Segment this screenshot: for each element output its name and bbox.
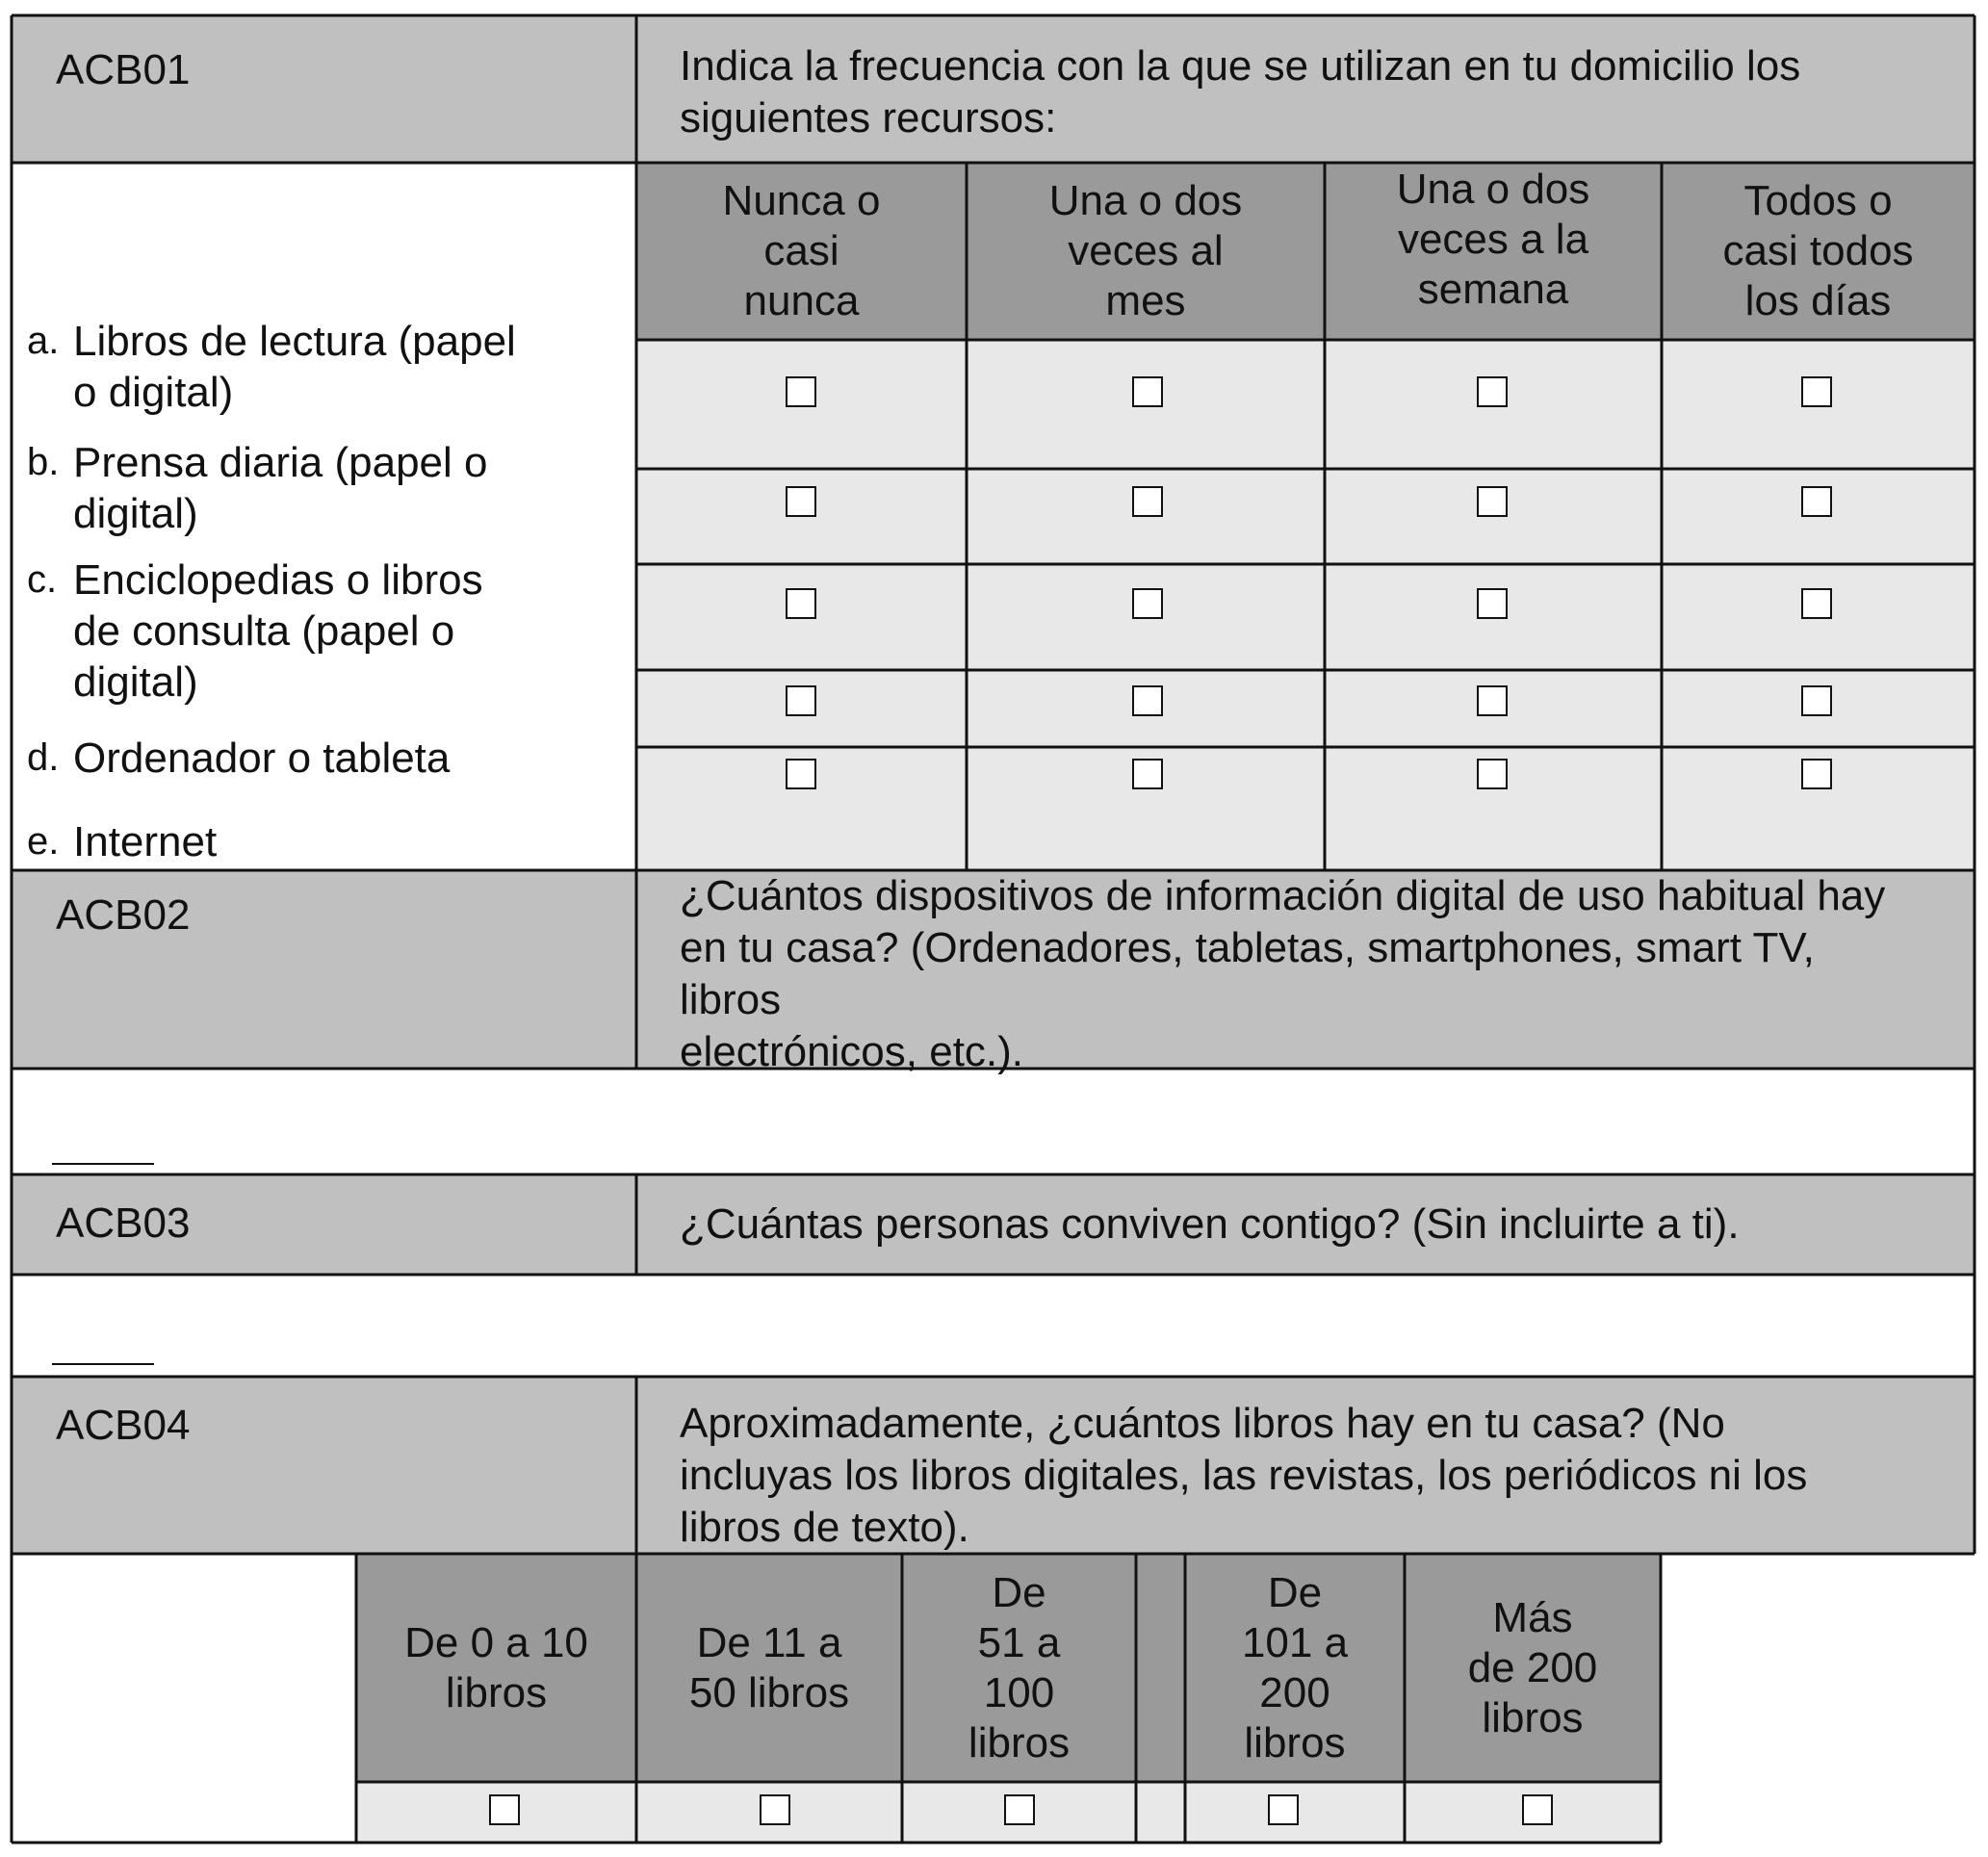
item-text: Libros de lectura (papel o digital) — [73, 318, 516, 416]
acb01-col-daily: Todos o casi todos los días — [1662, 163, 1975, 340]
item-letter: e. — [27, 820, 60, 863]
acb01-col-never: Nunca o casi nunca — [636, 163, 967, 340]
acb02-question: ¿Cuántos dispositivos de información digital de uso habitual hay en tu casa? (Ordenadores, tabletas, smartphones, smart TV, libros electrónicos, etc.). — [636, 870, 1975, 1069]
acb01-question: Indica la frecuencia con la que se utilizan en tu domicilio los siguientes recursos: — [636, 15, 1975, 163]
item-text: Internet — [73, 818, 218, 865]
acb03-question: ¿Cuántas personas conviven contigo? (Sin incluirte a ti). — [636, 1174, 1975, 1275]
item-letter: c. — [27, 558, 58, 601]
acb02-code: ACB02 — [12, 870, 636, 1069]
item-text: Prensa diaria (papel o digital) — [73, 439, 488, 537]
acb04-option-51-100: De 51 a 100 libros — [902, 1554, 1136, 1782]
acb04-option-101-200: De 101 a 200 libros — [1185, 1554, 1405, 1782]
item-text: Ordenador o tableta — [73, 735, 451, 782]
acb04-question: Aproximadamente, ¿cuántos libros hay en tu casa? (No incluyas los libros digitales, las revistas, los periódicos ni los libros de texto). — [636, 1377, 1975, 1554]
acb01-col-monthly: Una o dos veces al mes — [967, 163, 1325, 340]
acb03-code: ACB03 — [12, 1174, 636, 1275]
acb04-code: ACB04 — [12, 1377, 636, 1554]
item-letter: d. — [27, 736, 60, 779]
item-text: Enciclopedias o libros de consulta (papel o digital) — [73, 556, 483, 706]
acb01-col-weekly: Una o dos veces a la semana — [1325, 163, 1662, 340]
item-letter: a. — [27, 320, 60, 362]
acb01-code: ACB01 — [12, 15, 636, 163]
acb04-option-more-200: Más de 200 libros — [1405, 1554, 1661, 1782]
acb04-option-11-50: De 11 a 50 libros — [636, 1554, 902, 1782]
acb04-option-0-10: De 0 a 10 libros — [356, 1554, 636, 1782]
item-letter: b. — [27, 441, 60, 483]
